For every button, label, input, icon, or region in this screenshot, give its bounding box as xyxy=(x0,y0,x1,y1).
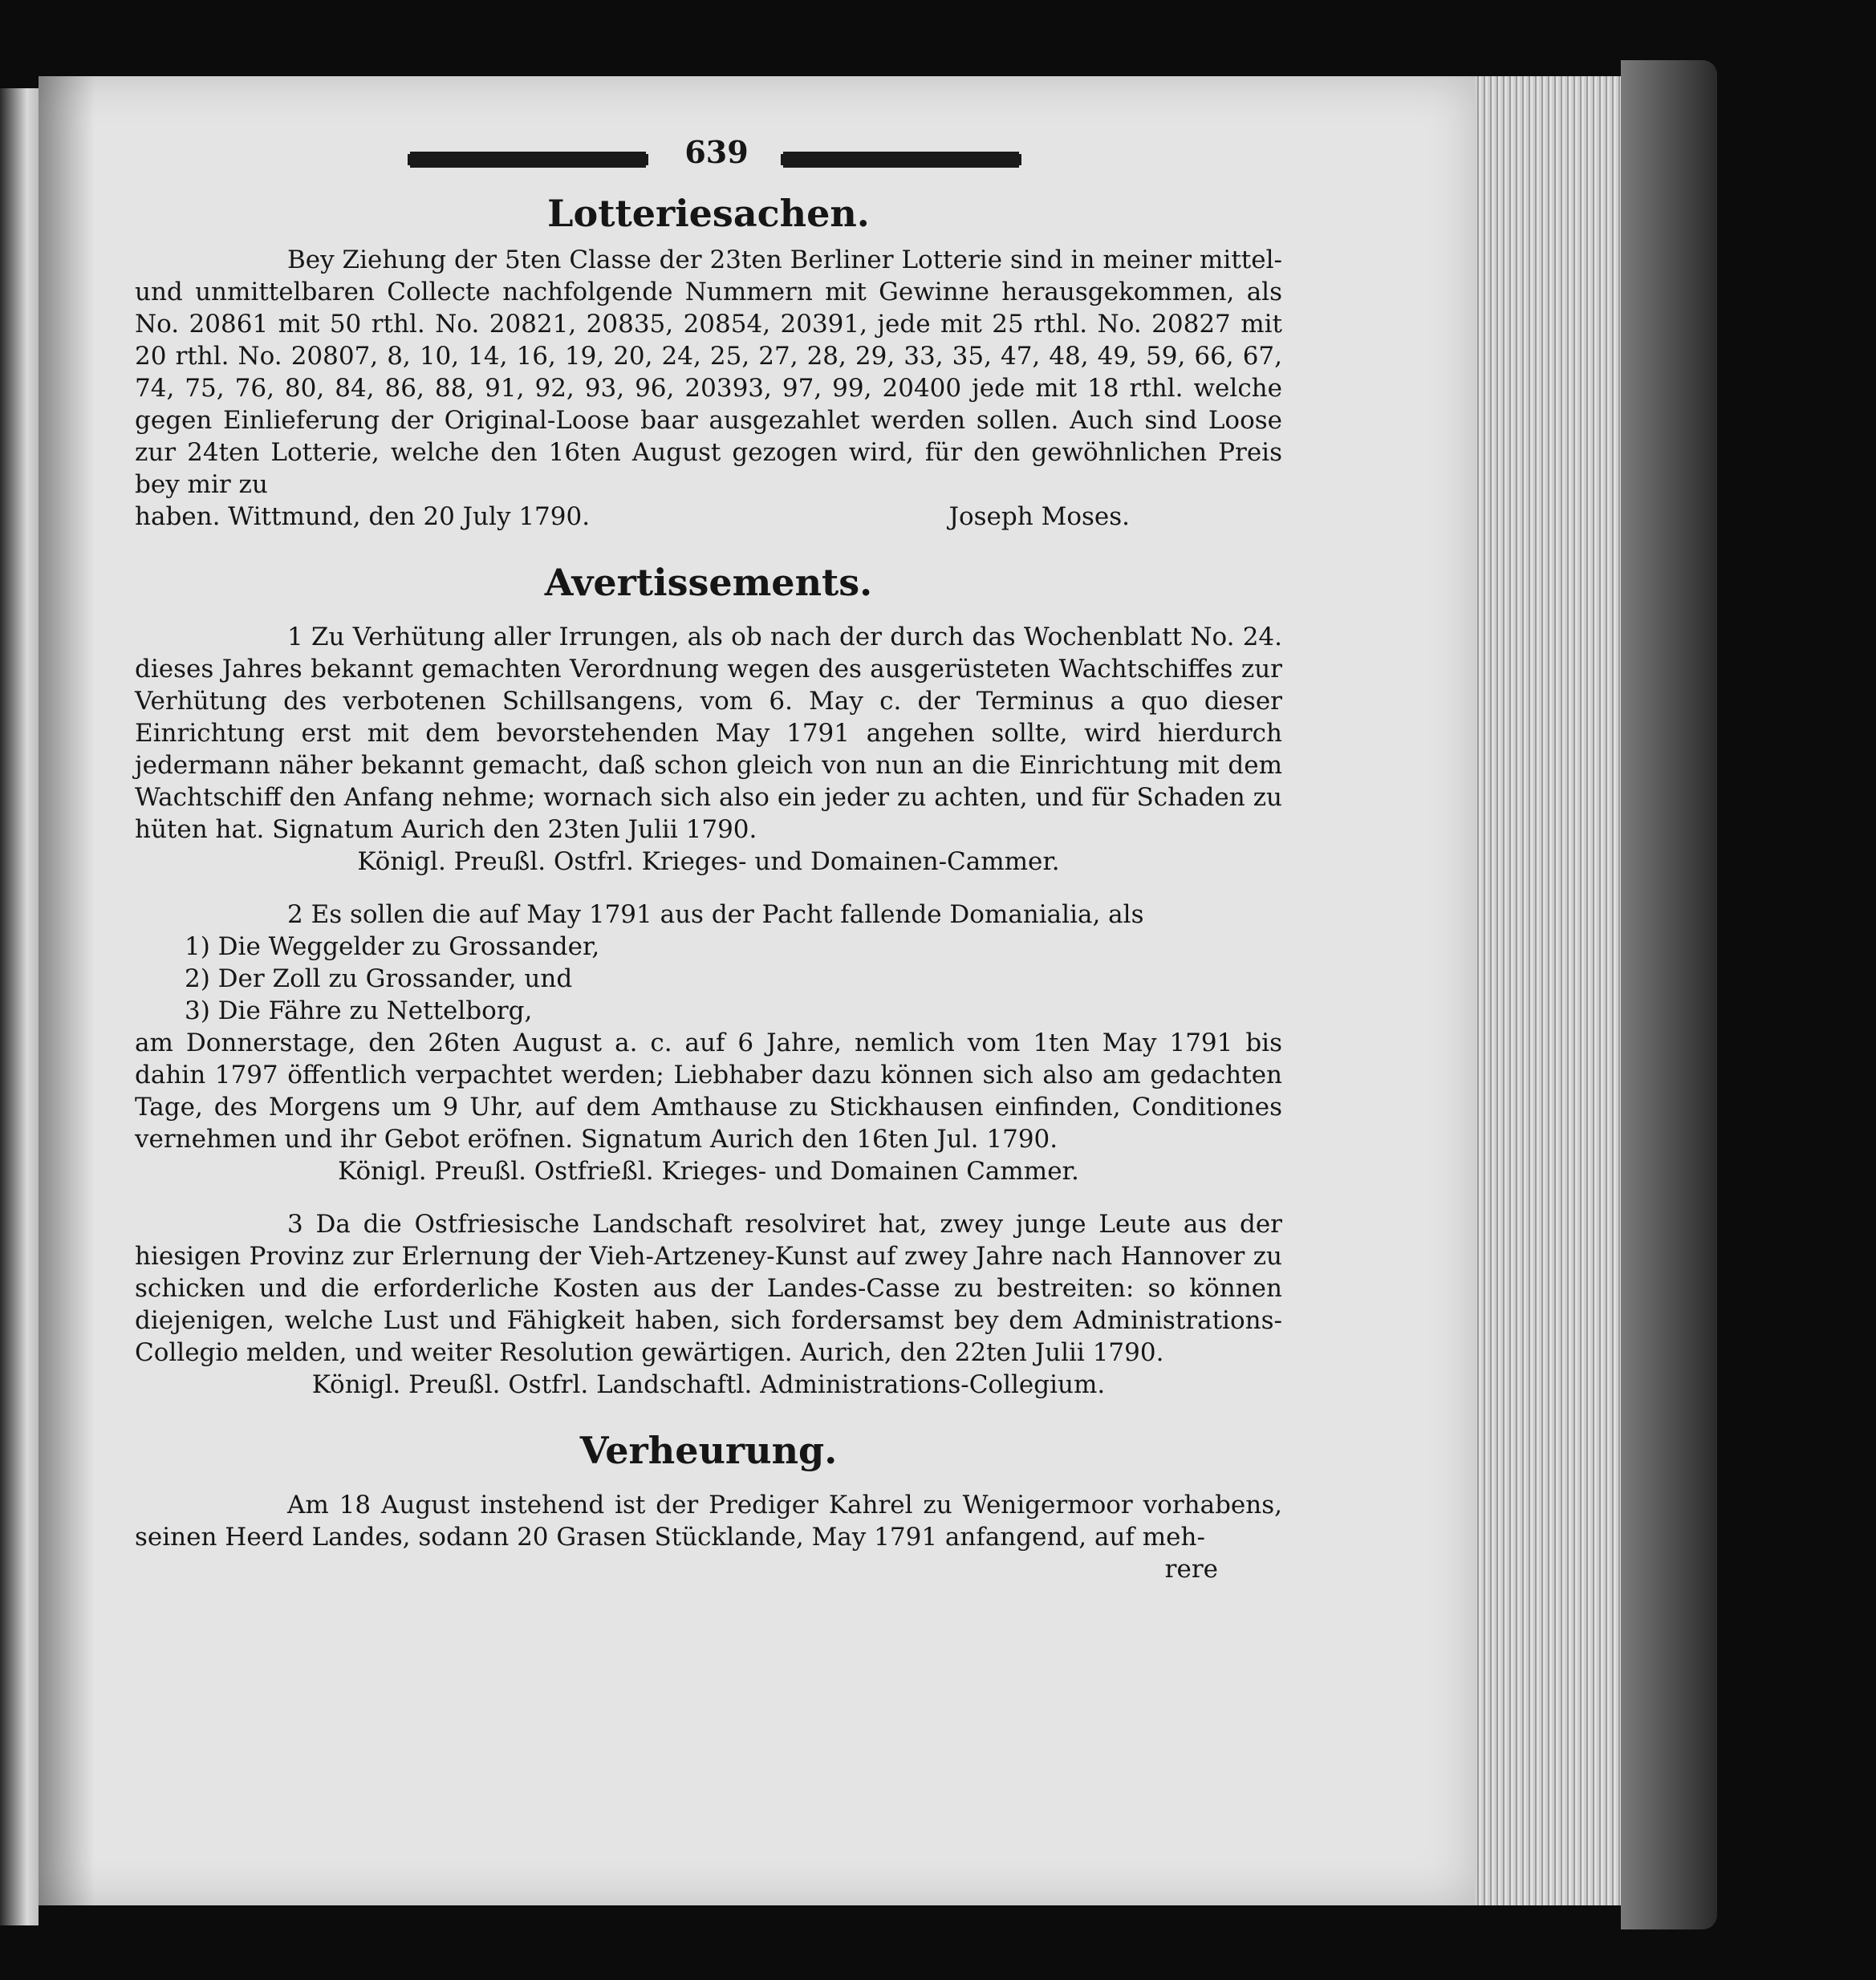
facing-page-edge xyxy=(0,88,39,1925)
page-number: 639 xyxy=(684,134,749,170)
notice-1-text: 1 Zu Verhütung aller Irrungen, als ob nach der durch das Wochenblatt No. 24. dieses Jahres bekannt gemachten Verordnung wegen des ausgerüsteten Wachtschiffes zur Verhütung des verbotenen Schillsangens, vom 6. May c. der Terminus a quo dieser Einrichtung erst mit dem bevorstehenden May 1791 angehen sollte, wird hierdurch jedermann näher bekannt gemacht, daß schon gleich von nun an die Einrichtung mit dem Wachtschiff den Anfang nehme; wornach sich also ein jeder zu achten, und für Schaden zu hüten hat. Signatum Aurich den 23ten Julii 1790. xyxy=(135,623,1282,844)
notice-2-signature: Königl. Preußl. Ostfrießl. Krieges- und Domainen Cammer. xyxy=(338,1157,1079,1186)
header-rule-right xyxy=(781,154,1021,165)
lotterie-place-date: haben. Wittmund, den 20 July 1790. xyxy=(135,502,591,531)
page-block-edge xyxy=(1475,76,1635,1905)
lotterie-heading: Lotteriesachen. xyxy=(547,192,870,235)
book-cover-edge xyxy=(1621,60,1717,1929)
lotterie-signer: Joseph Moses. xyxy=(948,502,1130,531)
page-text xyxy=(135,136,1282,1585)
lotterie-body: Bey Ziehung der 5ten Classe der 23ten Berliner Lotterie sind in meiner mittel- und unmittelbaren Collecte nachfolgende Nummern mit Gewinne herausgekommen, als No. 20861 mit 50 rthl. No. 20821, 20835, 20854, 20391, jede mit 25 rthl. No. 20827 mit 20 rthl. No. 20807, 8, 10, 14, 16, 19, 20, 24, 25, 27, 28, 29, 33, 35, 47, 48, 49, 59, 66, 67, 74, 75, 76, 80, 84, 86, 88, 91, 92, 93, 96, 20393, 97, 99, 20400 jede mit 18 rthl. welche gegen Einlieferung der Original-Loose baar ausgezahlet werden sollen. Auch sind Loose zur 24ten Lotterie, welche den 16ten August gezogen wird, für den gewöhnlichen Preis bey mir zu xyxy=(135,245,1282,499)
notice-2-list-item: 3) Die Fähre zu Nettelborg, xyxy=(185,996,533,1025)
verheurung-text: Am 18 August instehend ist der Prediger Kahrel zu Wenigermoor vorhabens, seinen Heerd Landes, sodann 20 Grasen Stücklande, May 1791 anfangend, auf meh- xyxy=(135,1491,1282,1552)
header-rule-left xyxy=(408,154,648,165)
notice-3-text: 3 Da die Ostfriesische Landschaft resolviret hat, zwey junge Leute aus der hiesigen Provinz zur Erlernung der Vieh-Artzeney-Kunst auf zwey Jahre nach Hannover zu schicken und die erforderliche Kosten aus der Landes-Casse zu bestreiten: so können diejenigen, welche Lust und Fähigkeit haben, sich fordersamst bey dem Administrations-Collegio melden, und weiter Resolution gewärtigen. Aurich, den 22ten Julii 1790. xyxy=(135,1210,1282,1367)
notice-2-list-item: 2) Der Zoll zu Grossander, und xyxy=(185,964,573,993)
lotterie-signline xyxy=(135,501,1282,533)
avertissements-heading: Avertissements. xyxy=(544,561,873,604)
verheurung-heading: Verheurung. xyxy=(579,1429,838,1472)
catchword: rere xyxy=(1164,1555,1218,1584)
notice-2-text: am Donnerstage, den 26ten August a. c. auf 6 Jahre, nemlich vom 1ten May 1791 bis dahin 1797 öffentlich verpachtet werden; Liebhaber dazu können sich also am gedachten Tage, des Morgens um 9 Uhr, auf dem Amthause zu Stickhausen einfinden, Conditiones vernehmen und ihr Gebot eröfnen. Signatum Aurich den 16ten Jul. 1790. xyxy=(135,1029,1282,1154)
notice-2-intro: 2 Es sollen die auf May 1791 aus der Pacht fallende Domanialia, als xyxy=(287,900,1144,929)
notice-2-list-item: 1) Die Weggelder zu Grossander, xyxy=(185,932,600,961)
gutter-shadow xyxy=(39,76,95,1905)
notice-3-signature: Königl. Preußl. Ostfrl. Landschaftl. Administrations-Collegium. xyxy=(311,1370,1106,1399)
notice-1-signature: Königl. Preußl. Ostfrl. Krieges- und Domainen-Cammer. xyxy=(357,847,1060,876)
page-header xyxy=(135,136,1282,185)
